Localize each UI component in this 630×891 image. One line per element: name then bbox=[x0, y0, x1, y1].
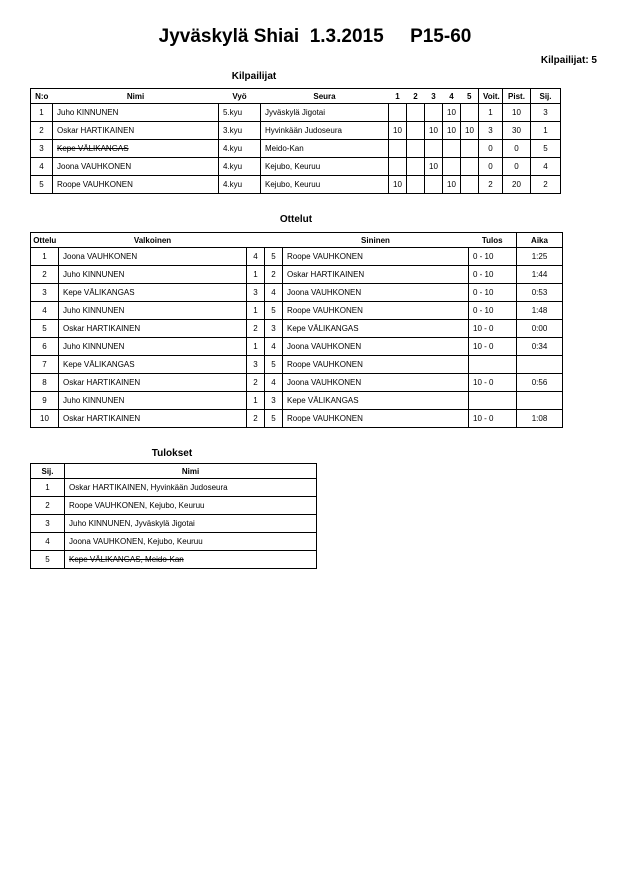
matches-table bbox=[30, 232, 563, 428]
col-header-time: Aika bbox=[517, 233, 563, 248]
match-result: 10 - 0 bbox=[469, 410, 517, 428]
result-place: 5 bbox=[31, 551, 65, 569]
competitor-row bbox=[31, 140, 561, 158]
white-fighter-number: 2 bbox=[247, 320, 265, 338]
competitor-count: Kilpailijat: 5 bbox=[540, 55, 597, 66]
competitor-club: Jyväskylä Jigotai bbox=[261, 104, 389, 122]
match-row bbox=[31, 392, 563, 410]
blue-fighter-name: Kepe VÄLIKANGAS bbox=[283, 320, 469, 338]
match-number: 8 bbox=[31, 374, 59, 392]
match-time: 1:48 bbox=[517, 302, 563, 320]
col-header-white: Valkoinen bbox=[59, 233, 247, 248]
match-number: 9 bbox=[31, 392, 59, 410]
blue-fighter-name: Roope VAUHKONEN bbox=[283, 248, 469, 266]
results-table bbox=[30, 463, 317, 569]
competitor-row bbox=[31, 122, 561, 140]
competitor-wins: 0 bbox=[479, 140, 503, 158]
competitor-belt: 3.kyu bbox=[219, 122, 261, 140]
white-fighter-number: 1 bbox=[247, 392, 265, 410]
round-2-score bbox=[407, 104, 425, 122]
result-place: 4 bbox=[31, 533, 65, 551]
result-place: 1 bbox=[31, 479, 65, 497]
white-fighter-number: 1 bbox=[247, 338, 265, 356]
round-3-score bbox=[425, 140, 443, 158]
match-time: 0:53 bbox=[517, 284, 563, 302]
match-row bbox=[31, 338, 563, 356]
competitor-place: 4 bbox=[531, 158, 561, 176]
result-name: Joona VAUHKONEN, Kejubo, Keuruu bbox=[65, 533, 317, 551]
competitor-wins: 1 bbox=[479, 104, 503, 122]
competitor-points: 20 bbox=[503, 176, 531, 194]
competitors-table bbox=[30, 88, 561, 194]
white-fighter-name: Juho KINNUNEN bbox=[59, 338, 247, 356]
white-fighter-number: 4 bbox=[247, 248, 265, 266]
round-5-score bbox=[461, 104, 479, 122]
competitor-wins: 3 bbox=[479, 122, 503, 140]
competitor-name: Oskar HARTIKAINEN bbox=[53, 122, 219, 140]
round-4-score bbox=[443, 158, 461, 176]
white-fighter-name: Juho KINNUNEN bbox=[59, 392, 247, 410]
competitor-points: 10 bbox=[503, 104, 531, 122]
blue-fighter-name: Joona VAUHKONEN bbox=[283, 374, 469, 392]
match-number: 2 bbox=[31, 266, 59, 284]
competitor-name: Roope VAUHKONEN bbox=[53, 176, 219, 194]
result-row bbox=[31, 551, 317, 569]
round-1-score: 10 bbox=[389, 122, 407, 140]
match-result: 10 - 0 bbox=[469, 338, 517, 356]
competitor-belt: 5.kyu bbox=[219, 104, 261, 122]
blue-fighter-name: Kepe VÄLIKANGAS bbox=[283, 392, 469, 410]
white-fighter-name: Kepe VÄLIKANGAS bbox=[59, 356, 247, 374]
competitors-heading: Kilpailijat bbox=[231, 71, 277, 82]
col-header-no: N:o bbox=[31, 89, 53, 104]
match-row bbox=[31, 356, 563, 374]
competitor-number: 1 bbox=[31, 104, 53, 122]
blue-fighter-number: 5 bbox=[265, 410, 283, 428]
white-fighter-name: Joona VAUHKONEN bbox=[59, 248, 247, 266]
match-number: 1 bbox=[31, 248, 59, 266]
blue-fighter-number: 4 bbox=[265, 338, 283, 356]
match-number: 6 bbox=[31, 338, 59, 356]
match-time: 1:44 bbox=[517, 266, 563, 284]
match-number: 3 bbox=[31, 284, 59, 302]
blue-fighter-name: Oskar HARTIKAINEN bbox=[283, 266, 469, 284]
white-fighter-number: 2 bbox=[247, 374, 265, 392]
match-row bbox=[31, 374, 563, 392]
white-fighter-number: 1 bbox=[247, 302, 265, 320]
round-3-score bbox=[425, 176, 443, 194]
blue-fighter-name: Roope VAUHKONEN bbox=[283, 356, 469, 374]
col-header-round-3: 3 bbox=[425, 89, 443, 104]
col-header-round-5: 5 bbox=[461, 89, 479, 104]
round-1-score bbox=[389, 158, 407, 176]
competitor-belt: 4.kyu bbox=[219, 158, 261, 176]
match-result: 10 - 0 bbox=[469, 320, 517, 338]
result-place: 3 bbox=[31, 515, 65, 533]
col-header-round-2: 2 bbox=[407, 89, 425, 104]
col-header-wins: Voit. bbox=[479, 89, 503, 104]
result-row bbox=[31, 497, 317, 515]
result-row bbox=[31, 533, 317, 551]
match-row bbox=[31, 410, 563, 428]
round-3-score bbox=[425, 104, 443, 122]
match-number: 5 bbox=[31, 320, 59, 338]
result-row bbox=[31, 515, 317, 533]
competitor-name: Joona VAUHKONEN bbox=[53, 158, 219, 176]
match-number: 4 bbox=[31, 302, 59, 320]
match-result bbox=[469, 356, 517, 374]
competitor-place: 1 bbox=[531, 122, 561, 140]
competitor-number: 2 bbox=[31, 122, 53, 140]
round-2-score bbox=[407, 122, 425, 140]
round-2-score bbox=[407, 158, 425, 176]
col-header-place: Sij. bbox=[531, 89, 561, 104]
white-fighter-name: Oskar HARTIKAINEN bbox=[59, 374, 247, 392]
blue-fighter-number: 3 bbox=[265, 392, 283, 410]
match-time bbox=[517, 356, 563, 374]
match-row bbox=[31, 320, 563, 338]
match-result bbox=[469, 392, 517, 410]
round-5-score: 10 bbox=[461, 122, 479, 140]
competitor-points: 0 bbox=[503, 140, 531, 158]
col-header-place: Sij. bbox=[31, 464, 65, 479]
competitor-place: 2 bbox=[531, 176, 561, 194]
match-number: 10 bbox=[31, 410, 59, 428]
white-fighter-number: 3 bbox=[247, 356, 265, 374]
competitor-belt: 4.kyu bbox=[219, 140, 261, 158]
col-header-round-4: 4 bbox=[443, 89, 461, 104]
competitor-number: 4 bbox=[31, 158, 53, 176]
competitor-club: Hyvinkään Judoseura bbox=[261, 122, 389, 140]
round-4-score bbox=[443, 140, 461, 158]
competitor-row bbox=[31, 104, 561, 122]
blue-fighter-number: 5 bbox=[265, 302, 283, 320]
col-header-club: Seura bbox=[261, 89, 389, 104]
matches-heading: Ottelut bbox=[279, 214, 313, 225]
match-row bbox=[31, 248, 563, 266]
col-header-blue: Sininen bbox=[283, 233, 469, 248]
match-row bbox=[31, 302, 563, 320]
white-fighter-number: 1 bbox=[247, 266, 265, 284]
col-header-match: Ottelu bbox=[31, 233, 59, 248]
white-fighter-number: 2 bbox=[247, 410, 265, 428]
competitor-row bbox=[31, 176, 561, 194]
match-time: 0:56 bbox=[517, 374, 563, 392]
round-4-score: 10 bbox=[443, 104, 461, 122]
result-name: Juho KINNUNEN, Jyväskylä Jigotai bbox=[65, 515, 317, 533]
competitor-row bbox=[31, 158, 561, 176]
round-1-score: 10 bbox=[389, 176, 407, 194]
round-4-score: 10 bbox=[443, 176, 461, 194]
round-5-score bbox=[461, 176, 479, 194]
match-time: 0:34 bbox=[517, 338, 563, 356]
match-time: 0:00 bbox=[517, 320, 563, 338]
results-header-row bbox=[31, 464, 317, 479]
white-fighter-name: Oskar HARTIKAINEN bbox=[59, 410, 247, 428]
blue-fighter-number: 4 bbox=[265, 374, 283, 392]
col-header-result: Tulos bbox=[469, 233, 517, 248]
result-place: 2 bbox=[31, 497, 65, 515]
match-row bbox=[31, 266, 563, 284]
col-header-name: Nimi bbox=[53, 89, 219, 104]
competitor-name: Kepe VÄLIKANGAS bbox=[53, 140, 219, 158]
result-name: Oskar HARTIKAINEN, Hyvinkään Judoseura bbox=[65, 479, 317, 497]
white-fighter-name: Juho KINNUNEN bbox=[59, 266, 247, 284]
match-time: 1:25 bbox=[517, 248, 563, 266]
competitor-place: 3 bbox=[531, 104, 561, 122]
round-2-score bbox=[407, 140, 425, 158]
competitor-number: 3 bbox=[31, 140, 53, 158]
match-row bbox=[31, 284, 563, 302]
match-result: 0 - 10 bbox=[469, 248, 517, 266]
page-title: Jyväskylä Shiai 1.3.2015 P15-60 bbox=[158, 26, 472, 47]
matches-header-row bbox=[31, 233, 563, 248]
blue-fighter-name: Roope VAUHKONEN bbox=[283, 302, 469, 320]
result-name: Roope VAUHKONEN, Kejubo, Keuruu bbox=[65, 497, 317, 515]
blue-fighter-name: Joona VAUHKONEN bbox=[283, 284, 469, 302]
col-header-belt: Vyö bbox=[219, 89, 261, 104]
result-row bbox=[31, 479, 317, 497]
round-3-score: 10 bbox=[425, 158, 443, 176]
white-fighter-name: Oskar HARTIKAINEN bbox=[59, 320, 247, 338]
round-1-score bbox=[389, 104, 407, 122]
round-1-score bbox=[389, 140, 407, 158]
white-fighter-number: 3 bbox=[247, 284, 265, 302]
round-3-score: 10 bbox=[425, 122, 443, 140]
match-time: 1:08 bbox=[517, 410, 563, 428]
blue-fighter-number: 3 bbox=[265, 320, 283, 338]
white-fighter-name: Kepe VÄLIKANGAS bbox=[59, 284, 247, 302]
match-result: 0 - 10 bbox=[469, 284, 517, 302]
match-number: 7 bbox=[31, 356, 59, 374]
competitor-club: Kejubo, Keuruu bbox=[261, 176, 389, 194]
competitor-number: 5 bbox=[31, 176, 53, 194]
results-heading: Tulokset bbox=[151, 448, 193, 459]
competitor-points: 0 bbox=[503, 158, 531, 176]
match-result: 10 - 0 bbox=[469, 374, 517, 392]
match-result: 0 - 10 bbox=[469, 302, 517, 320]
competitor-club: Meido-Kan bbox=[261, 140, 389, 158]
blue-fighter-number: 2 bbox=[265, 266, 283, 284]
white-fighter-name: Juho KINNUNEN bbox=[59, 302, 247, 320]
blue-fighter-number: 5 bbox=[265, 356, 283, 374]
match-result: 0 - 10 bbox=[469, 266, 517, 284]
result-name: Kepe VÄLIKANGAS, Meido-Kan bbox=[65, 551, 317, 569]
competitor-place: 5 bbox=[531, 140, 561, 158]
competitor-club: Kejubo, Keuruu bbox=[261, 158, 389, 176]
round-4-score: 10 bbox=[443, 122, 461, 140]
col-header-round-1: 1 bbox=[389, 89, 407, 104]
blue-fighter-number: 4 bbox=[265, 284, 283, 302]
competitors-header-row bbox=[31, 89, 561, 104]
competitor-points: 30 bbox=[503, 122, 531, 140]
round-2-score bbox=[407, 176, 425, 194]
col-header-name: Nimi bbox=[65, 464, 317, 479]
blue-fighter-number: 5 bbox=[265, 248, 283, 266]
competitor-wins: 0 bbox=[479, 158, 503, 176]
blue-fighter-name: Joona VAUHKONEN bbox=[283, 338, 469, 356]
round-5-score bbox=[461, 158, 479, 176]
competitor-name: Juho KINNUNEN bbox=[53, 104, 219, 122]
round-5-score bbox=[461, 140, 479, 158]
competitor-wins: 2 bbox=[479, 176, 503, 194]
competitor-belt: 4.kyu bbox=[219, 176, 261, 194]
col-header-points: Pist. bbox=[503, 89, 531, 104]
blue-fighter-name: Roope VAUHKONEN bbox=[283, 410, 469, 428]
match-time bbox=[517, 392, 563, 410]
